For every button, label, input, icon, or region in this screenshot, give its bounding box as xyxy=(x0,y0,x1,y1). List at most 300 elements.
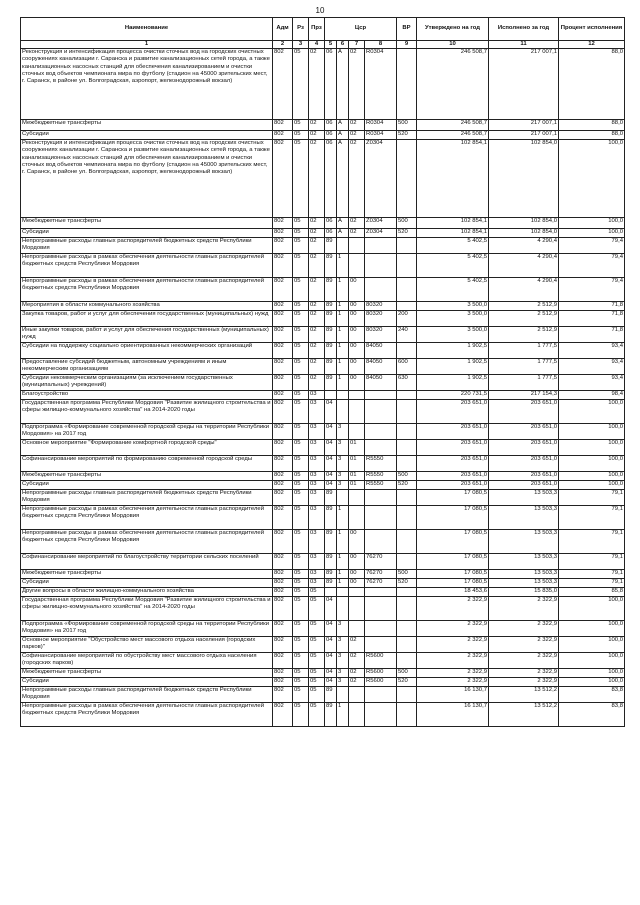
cell-csr-program xyxy=(325,391,337,400)
cell-vr xyxy=(397,278,417,302)
cell-name: Подпрограмма «Формирование современной городской среды на территории Республики Мордовия» на 2017 год xyxy=(21,621,273,637)
cell-vr: 240 xyxy=(397,327,417,343)
cell-csr-program: 06 xyxy=(325,229,337,238)
cell-name: Основное мероприятие "Обустройство мест массового отдыха населения (городских парков)" xyxy=(21,637,273,653)
cell-percent: 71,8 xyxy=(559,302,625,311)
cell-csr-program: 89 xyxy=(325,254,337,278)
cell-percent: 100,0 xyxy=(559,472,625,481)
cell-name: Софинансирование мероприятий по обустройству мест массового отдыха населения (городских парков) xyxy=(21,653,273,669)
cell-csr-subprogram: 1 xyxy=(337,570,349,579)
cell-name: Непрограммные расходы в рамках обеспечения деятельности главных распорядителей бюджетных средств Республики Мордовия xyxy=(21,703,273,727)
cell-csr-subprogram xyxy=(337,588,349,597)
cell-csr-event xyxy=(349,621,365,637)
cell-csr-event: 01 xyxy=(349,440,365,456)
cell-csr-event: 00 xyxy=(349,359,365,375)
cell-vr: 520 xyxy=(397,229,417,238)
cell-csr-direction xyxy=(365,490,397,506)
cell-fact: 2 512,9 xyxy=(489,311,559,327)
column-index: 7 xyxy=(349,41,365,49)
cell-csr-event xyxy=(349,424,365,440)
cell-rz: 05 xyxy=(293,440,309,456)
cell-name: Межбюджетные трансферты xyxy=(21,669,273,678)
cell-adm: 802 xyxy=(273,343,293,359)
header-plan: Утверждено на год xyxy=(417,18,489,41)
cell-fact: 217 154,3 xyxy=(489,391,559,400)
cell-fact: 2 322,9 xyxy=(489,678,559,687)
table-row xyxy=(21,424,625,440)
cell-prz: 05 xyxy=(309,588,325,597)
cell-fact: 13 503,3 xyxy=(489,579,559,588)
cell-percent: 79,1 xyxy=(559,490,625,506)
cell-csr-subprogram: А xyxy=(337,120,349,131)
column-index-row xyxy=(21,41,625,49)
cell-name: Межбюджетные трансферты xyxy=(21,218,273,229)
cell-csr-event: 02 xyxy=(349,678,365,687)
cell-adm: 802 xyxy=(273,506,293,530)
cell-plan: 5 402,5 xyxy=(417,278,489,302)
cell-csr-event: 00 xyxy=(349,570,365,579)
cell-rz: 05 xyxy=(293,229,309,238)
cell-csr-subprogram: 1 xyxy=(337,530,349,554)
cell-csr-direction: R5600 xyxy=(365,653,397,669)
cell-plan: 16 130,7 xyxy=(417,687,489,703)
header-vr: ВР xyxy=(397,18,417,41)
table-row xyxy=(21,254,625,278)
cell-csr-subprogram: 3 xyxy=(337,678,349,687)
cell-name: Непрограммные расходы в рамках обеспечения деятельности главных распорядителей бюджетных средств Республики Мордовия xyxy=(21,278,273,302)
cell-rz: 05 xyxy=(293,120,309,131)
cell-vr xyxy=(397,440,417,456)
cell-vr xyxy=(397,653,417,669)
cell-name: Государственная программа Республики Мордовия "Развитие жилищного строительства и сферы жилищно-коммунального хозяйства" на 2014-2020 годы xyxy=(21,597,273,621)
cell-vr xyxy=(397,530,417,554)
cell-plan: 203 651,0 xyxy=(417,400,489,424)
cell-adm: 802 xyxy=(273,481,293,490)
cell-csr-event xyxy=(349,400,365,424)
budget-table xyxy=(20,17,625,727)
cell-csr-subprogram xyxy=(337,391,349,400)
cell-adm: 802 xyxy=(273,554,293,570)
cell-prz: 03 xyxy=(309,472,325,481)
cell-csr-direction xyxy=(365,400,397,424)
header-adm: Адм xyxy=(273,18,293,41)
cell-rz: 05 xyxy=(293,456,309,472)
cell-csr-program: 04 xyxy=(325,424,337,440)
table-row xyxy=(21,120,625,131)
cell-prz: 02 xyxy=(309,343,325,359)
cell-prz: 03 xyxy=(309,490,325,506)
cell-csr-program: 04 xyxy=(325,669,337,678)
cell-name: Непрограммные расходы в рамках обеспечения деятельности главных распорядителей бюджетных средств Республики Мордовия xyxy=(21,506,273,530)
cell-percent: 100,0 xyxy=(559,481,625,490)
column-index: 5 xyxy=(325,41,337,49)
cell-rz: 05 xyxy=(293,302,309,311)
table-row xyxy=(21,302,625,311)
cell-csr-program: 04 xyxy=(325,456,337,472)
column-index: 4 xyxy=(309,41,325,49)
cell-name: Предоставление субсидий бюджетным, автономным учреждениям и иным некоммерческим организациям xyxy=(21,359,273,375)
cell-plan: 1 902,5 xyxy=(417,359,489,375)
cell-adm: 802 xyxy=(273,278,293,302)
cell-rz: 05 xyxy=(293,311,309,327)
cell-plan: 16 130,7 xyxy=(417,703,489,727)
cell-percent: 79,4 xyxy=(559,254,625,278)
cell-csr-event: 02 xyxy=(349,140,365,218)
cell-vr xyxy=(397,391,417,400)
cell-prz: 02 xyxy=(309,375,325,391)
cell-csr-direction xyxy=(365,254,397,278)
table-row xyxy=(21,375,625,391)
cell-fact: 203 651,0 xyxy=(489,481,559,490)
cell-prz: 02 xyxy=(309,229,325,238)
cell-name: Мероприятия в области коммунального хозяйства xyxy=(21,302,273,311)
cell-adm: 802 xyxy=(273,579,293,588)
cell-csr-direction xyxy=(365,588,397,597)
cell-plan: 102 854,1 xyxy=(417,229,489,238)
cell-rz: 05 xyxy=(293,400,309,424)
cell-csr-subprogram xyxy=(337,238,349,254)
cell-fact: 13 512,2 xyxy=(489,687,559,703)
cell-prz: 03 xyxy=(309,391,325,400)
cell-csr-direction xyxy=(365,424,397,440)
cell-csr-program: 04 xyxy=(325,481,337,490)
table-row xyxy=(21,327,625,343)
cell-csr-event: 01 xyxy=(349,481,365,490)
cell-percent: 100,0 xyxy=(559,440,625,456)
cell-csr-direction: 76270 xyxy=(365,554,397,570)
cell-csr-subprogram: 3 xyxy=(337,669,349,678)
header-csr: Цср xyxy=(325,18,397,41)
cell-plan: 203 651,0 xyxy=(417,472,489,481)
cell-plan: 2 322,9 xyxy=(417,653,489,669)
cell-csr-subprogram xyxy=(337,490,349,506)
cell-csr-direction xyxy=(365,278,397,302)
cell-name: Государственная программа Республики Мордовия "Развитие жилищного строительства и сферы жилищно-коммунального хозяйства" на 2014-2020 годы xyxy=(21,400,273,424)
cell-csr-subprogram: 1 xyxy=(337,359,349,375)
cell-prz: 02 xyxy=(309,131,325,140)
table-row xyxy=(21,343,625,359)
cell-plan: 246 508,7 xyxy=(417,120,489,131)
cell-rz: 05 xyxy=(293,140,309,218)
cell-prz: 02 xyxy=(309,49,325,120)
cell-fact: 4 290,4 xyxy=(489,254,559,278)
cell-csr-event: 00 xyxy=(349,530,365,554)
table-row xyxy=(21,554,625,570)
cell-rz: 05 xyxy=(293,579,309,588)
cell-percent: 100,0 xyxy=(559,669,625,678)
cell-csr-subprogram: 1 xyxy=(337,302,349,311)
cell-csr-direction: R5550 xyxy=(365,456,397,472)
cell-name: Субсидии xyxy=(21,481,273,490)
cell-vr xyxy=(397,597,417,621)
cell-fact: 2 512,9 xyxy=(489,302,559,311)
column-index: 10 xyxy=(417,41,489,49)
cell-csr-subprogram: 3 xyxy=(337,456,349,472)
cell-fact: 13 503,3 xyxy=(489,506,559,530)
cell-plan: 1 902,5 xyxy=(417,375,489,391)
cell-prz: 05 xyxy=(309,703,325,727)
cell-percent: 100,0 xyxy=(559,678,625,687)
cell-csr-subprogram: 1 xyxy=(337,375,349,391)
cell-adm: 802 xyxy=(273,703,293,727)
cell-prz: 03 xyxy=(309,400,325,424)
cell-csr-program: 89 xyxy=(325,343,337,359)
cell-prz: 03 xyxy=(309,579,325,588)
cell-csr-event: 02 xyxy=(349,49,365,120)
cell-csr-program: 89 xyxy=(325,490,337,506)
cell-vr xyxy=(397,424,417,440)
page-number: 10 xyxy=(315,6,325,15)
column-index: 8 xyxy=(365,41,397,49)
cell-csr-program: 89 xyxy=(325,311,337,327)
cell-percent: 100,0 xyxy=(559,621,625,637)
cell-csr-event xyxy=(349,506,365,530)
cell-csr-event: 02 xyxy=(349,653,365,669)
cell-csr-event: 02 xyxy=(349,120,365,131)
cell-percent: 79,1 xyxy=(559,579,625,588)
cell-adm: 802 xyxy=(273,311,293,327)
cell-vr xyxy=(397,400,417,424)
cell-plan: 17 080,5 xyxy=(417,554,489,570)
header-prz: Прз xyxy=(309,18,325,41)
cell-adm: 802 xyxy=(273,530,293,554)
cell-csr-direction: R0304 xyxy=(365,49,397,120)
cell-adm: 802 xyxy=(273,637,293,653)
cell-csr-direction: 80320 xyxy=(365,327,397,343)
column-index: 3 xyxy=(293,41,309,49)
cell-fact: 2 322,9 xyxy=(489,597,559,621)
cell-vr xyxy=(397,456,417,472)
cell-name: Софинансирование мероприятий по благоустройству территории сельских поселений xyxy=(21,554,273,570)
cell-name: Субсидии xyxy=(21,678,273,687)
cell-percent: 100,0 xyxy=(559,637,625,653)
table-row xyxy=(21,506,625,530)
cell-adm: 802 xyxy=(273,400,293,424)
cell-csr-program: 06 xyxy=(325,140,337,218)
cell-name: Закупка товаров, работ и услуг для обеспечения государственных (муниципальных) нужд xyxy=(21,311,273,327)
cell-vr: 520 xyxy=(397,579,417,588)
cell-fact: 15 835,0 xyxy=(489,588,559,597)
cell-csr-direction xyxy=(365,440,397,456)
cell-csr-program: 06 xyxy=(325,49,337,120)
cell-csr-subprogram: 1 xyxy=(337,254,349,278)
cell-csr-program: 06 xyxy=(325,120,337,131)
table-row xyxy=(21,653,625,669)
cell-name: Подпрограмма «Формирование современной городской среды на территории Республики Мордовия» на 2017 год xyxy=(21,424,273,440)
cell-vr: 630 xyxy=(397,375,417,391)
cell-csr-program: 04 xyxy=(325,597,337,621)
cell-plan: 246 508,7 xyxy=(417,131,489,140)
cell-percent: 98,4 xyxy=(559,391,625,400)
cell-adm: 802 xyxy=(273,391,293,400)
cell-name: Реконструкция и интенсификация процесса очистки сточных вод на городских очистных сооружениях канализации г. Саранска и развитие канализационных сетей города, а также канализационных насосных станций для обеспечения канализированием и очистки сточных вод объектов чемпионата мира по футболу (стадион на 45000 зрительских мест, г. Саранск, в районе ул. Волгоградская, аэропорт, железнодорожный вокзал) xyxy=(21,140,273,218)
cell-prz: 02 xyxy=(309,218,325,229)
cell-csr-event xyxy=(349,703,365,727)
cell-fact: 2 322,9 xyxy=(489,621,559,637)
cell-adm: 802 xyxy=(273,597,293,621)
cell-csr-event: 00 xyxy=(349,375,365,391)
cell-csr-direction: 84050 xyxy=(365,359,397,375)
cell-csr-program: 89 xyxy=(325,302,337,311)
table-row xyxy=(21,131,625,140)
cell-name: Субсидии некоммерческим организациям (за исключением государственных (муниципальных) учреждений) xyxy=(21,375,273,391)
table-row xyxy=(21,229,625,238)
column-index: 11 xyxy=(489,41,559,49)
cell-prz: 03 xyxy=(309,530,325,554)
cell-plan: 1 902,5 xyxy=(417,343,489,359)
cell-csr-direction: R5550 xyxy=(365,481,397,490)
cell-csr-direction: 84050 xyxy=(365,375,397,391)
cell-prz: 02 xyxy=(309,311,325,327)
cell-csr-subprogram: 3 xyxy=(337,472,349,481)
cell-name: Межбюджетные трансферты xyxy=(21,120,273,131)
cell-vr: 600 xyxy=(397,359,417,375)
cell-vr xyxy=(397,703,417,727)
cell-name: Субсидии xyxy=(21,229,273,238)
header-row xyxy=(21,18,625,41)
cell-percent: 100,0 xyxy=(559,456,625,472)
cell-plan: 3 500,0 xyxy=(417,327,489,343)
cell-name: Благоустройство xyxy=(21,391,273,400)
cell-csr-direction: R0304 xyxy=(365,120,397,131)
cell-csr-event: 02 xyxy=(349,637,365,653)
cell-prz: 03 xyxy=(309,440,325,456)
table-row xyxy=(21,49,625,120)
cell-csr-event: 02 xyxy=(349,131,365,140)
cell-rz: 05 xyxy=(293,653,309,669)
cell-adm: 802 xyxy=(273,327,293,343)
cell-prz: 02 xyxy=(309,278,325,302)
cell-csr-subprogram: А xyxy=(337,131,349,140)
cell-csr-subprogram: 3 xyxy=(337,621,349,637)
cell-rz: 05 xyxy=(293,218,309,229)
cell-vr: 520 xyxy=(397,481,417,490)
cell-plan: 17 080,5 xyxy=(417,570,489,579)
cell-vr: 520 xyxy=(397,131,417,140)
cell-adm: 802 xyxy=(273,120,293,131)
cell-csr-subprogram: 3 xyxy=(337,637,349,653)
cell-adm: 802 xyxy=(273,456,293,472)
table-row xyxy=(21,637,625,653)
cell-plan: 2 322,9 xyxy=(417,621,489,637)
cell-vr xyxy=(397,588,417,597)
cell-csr-program: 89 xyxy=(325,375,337,391)
cell-prz: 03 xyxy=(309,554,325,570)
column-index: 6 xyxy=(337,41,349,49)
cell-plan: 5 402,5 xyxy=(417,238,489,254)
cell-adm: 802 xyxy=(273,653,293,669)
cell-csr-program: 04 xyxy=(325,621,337,637)
cell-rz: 05 xyxy=(293,424,309,440)
cell-vr xyxy=(397,49,417,120)
cell-adm: 802 xyxy=(273,302,293,311)
cell-prz: 02 xyxy=(309,327,325,343)
cell-plan: 2 322,9 xyxy=(417,637,489,653)
cell-name: Основное мероприятие "Формирование комфортной городской среды" xyxy=(21,440,273,456)
cell-rz: 05 xyxy=(293,703,309,727)
cell-plan: 2 322,9 xyxy=(417,669,489,678)
cell-name: Межбюджетные трансферты xyxy=(21,472,273,481)
cell-csr-direction: Z0304 xyxy=(365,140,397,218)
cell-csr-event: 00 xyxy=(349,311,365,327)
cell-csr-direction: R0304 xyxy=(365,131,397,140)
cell-fact: 217 007,1 xyxy=(489,131,559,140)
cell-rz: 05 xyxy=(293,530,309,554)
cell-percent: 93,4 xyxy=(559,359,625,375)
cell-csr-subprogram: 1 xyxy=(337,506,349,530)
cell-percent: 100,0 xyxy=(559,424,625,440)
table-row xyxy=(21,140,625,218)
column-index: 2 xyxy=(273,41,293,49)
cell-vr: 500 xyxy=(397,472,417,481)
cell-fact: 4 290,4 xyxy=(489,238,559,254)
column-index: 1 xyxy=(21,41,273,49)
cell-csr-event xyxy=(349,687,365,703)
cell-percent: 100,0 xyxy=(559,653,625,669)
cell-adm: 802 xyxy=(273,472,293,481)
cell-rz: 05 xyxy=(293,570,309,579)
cell-csr-direction: R5600 xyxy=(365,669,397,678)
cell-csr-program: 04 xyxy=(325,653,337,669)
table-row xyxy=(21,597,625,621)
cell-prz: 03 xyxy=(309,570,325,579)
cell-percent: 79,1 xyxy=(559,506,625,530)
cell-plan: 203 651,0 xyxy=(417,424,489,440)
header-name: Наименование xyxy=(21,18,273,41)
cell-csr-direction: 80320 xyxy=(365,311,397,327)
cell-vr xyxy=(397,302,417,311)
cell-percent: 79,4 xyxy=(559,278,625,302)
cell-fact: 13 512,2 xyxy=(489,703,559,727)
cell-percent: 83,8 xyxy=(559,687,625,703)
cell-name: Субсидии xyxy=(21,131,273,140)
cell-name: Иные закупки товаров, работ и услуг для обеспечения государственных (муниципальных) нужд xyxy=(21,327,273,343)
table-row xyxy=(21,400,625,424)
cell-csr-subprogram: 1 xyxy=(337,327,349,343)
cell-plan: 2 322,9 xyxy=(417,597,489,621)
cell-plan: 18 453,6 xyxy=(417,588,489,597)
cell-csr-program: 89 xyxy=(325,506,337,530)
cell-percent: 79,4 xyxy=(559,238,625,254)
cell-csr-direction xyxy=(365,238,397,254)
cell-vr xyxy=(397,254,417,278)
cell-csr-direction xyxy=(365,703,397,727)
cell-csr-direction: Z0304 xyxy=(365,218,397,229)
cell-adm: 802 xyxy=(273,238,293,254)
cell-name: Непрограммные расходы в рамках обеспечения деятельности главных распорядителей бюджетных средств Республики Мордовия xyxy=(21,530,273,554)
cell-percent: 79,1 xyxy=(559,530,625,554)
cell-percent: 100,0 xyxy=(559,400,625,424)
cell-fact: 102 854,0 xyxy=(489,218,559,229)
cell-plan: 17 080,5 xyxy=(417,506,489,530)
table-row xyxy=(21,218,625,229)
cell-prz: 05 xyxy=(309,637,325,653)
cell-prz: 02 xyxy=(309,238,325,254)
cell-csr-direction xyxy=(365,597,397,621)
cell-rz: 05 xyxy=(293,343,309,359)
cell-fact: 13 503,3 xyxy=(489,554,559,570)
cell-csr-event: 02 xyxy=(349,229,365,238)
cell-prz: 02 xyxy=(309,302,325,311)
cell-csr-program: 89 xyxy=(325,530,337,554)
cell-csr-direction: 76270 xyxy=(365,579,397,588)
table-row xyxy=(21,678,625,687)
cell-plan: 2 322,9 xyxy=(417,678,489,687)
cell-csr-direction: 84050 xyxy=(365,343,397,359)
cell-plan: 17 080,5 xyxy=(417,579,489,588)
cell-csr-subprogram: 1 xyxy=(337,703,349,727)
cell-csr-program: 04 xyxy=(325,400,337,424)
